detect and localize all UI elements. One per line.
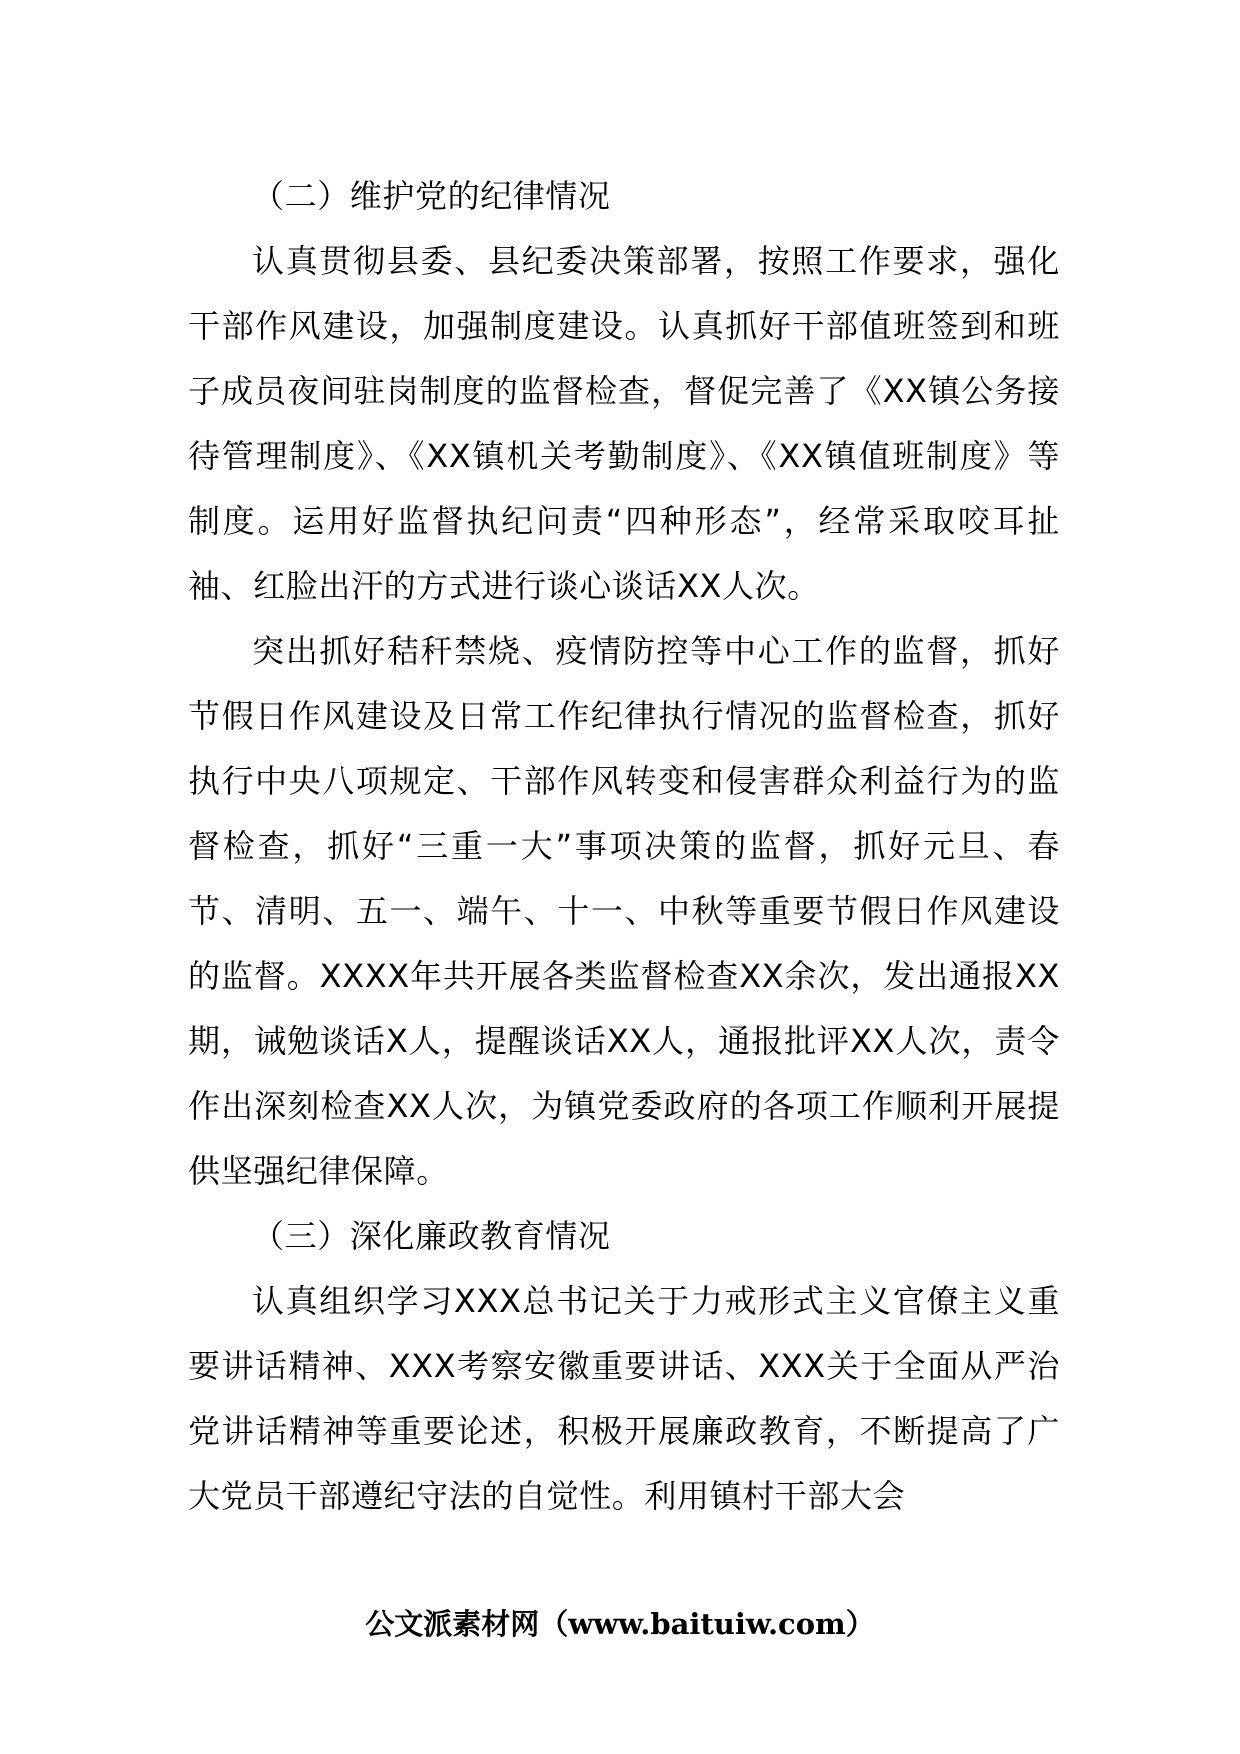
footer-watermark: 公文派素材网（www.baituiw.com） xyxy=(365,1607,875,1641)
body-paragraph-2: 突出抓好秸秆禁烧、疫情防控等中心工作的监督，抓好节假日作风建设及日常工作纪律执行情况的监督检查，抓好执行中央八项规定、干部作风转变和侵害群众利益行为的监督检查，抓好“三重一大”事项决策的监督，抓好元旦、春节、清明、五一、端午、十一、中秋等重要节假日作风建设的监督。XXXX年共开展各类监督检查XX余次，发出通报XX期，诫勉谈话X人，提醒谈话XX人，通报批评XX人次，责令作出深刻检查XX人次，为镇党委政府的各项工作顺利开展提供坚强纪律保障。 xyxy=(188,632,1060,1190)
body-paragraph-3: 认真组织学习XXX总书记关于力戒形式主义官僚主义重要讲话精神、XXX考察安徽重要讲话、XXX关于全面从严治党讲话精神等重要论述，积极开展廉政教育，不断提高了广大党员干部遵纪守法的自觉性。利用镇村干部大会 xyxy=(188,1282,1060,1515)
body-paragraph-1: 认真贯彻县委、县纪委决策部署，按照工作要求，强化干部作风建设，加强制度建设。认真抓好干部值班签到和班子成员夜间驻岗制度的监督检查，督促完善了《XX镇公务接待管理制度》、《XX镇机关考勤制度》、《XX镇值班制度》等制度。运用好监督执纪问责“四种形态”，经常采取咬耳扯袖、红脸出汗的方式进行谈心谈话XX人次。 xyxy=(188,242,1060,605)
document-body xyxy=(188,164,1060,1529)
section-heading-2: （二）维护党的纪律情况 xyxy=(252,177,611,215)
section-heading-3: （三）深化廉政教育情况 xyxy=(252,1217,611,1255)
